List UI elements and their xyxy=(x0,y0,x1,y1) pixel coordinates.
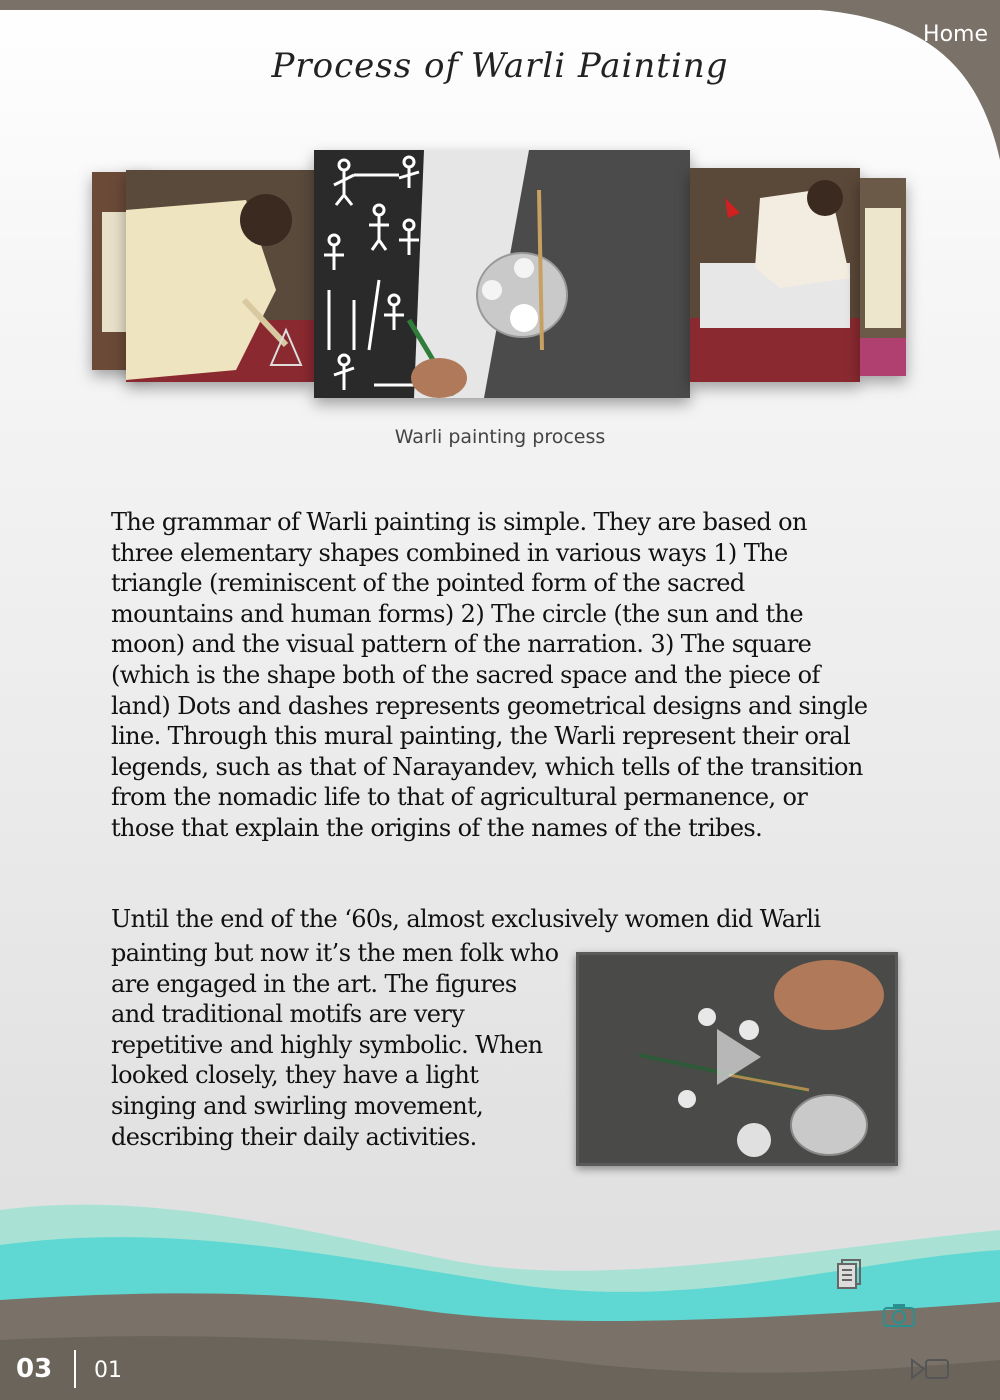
page-number: 01 xyxy=(94,1358,122,1383)
photo-carousel[interactable] xyxy=(0,140,1000,420)
header-band xyxy=(0,0,1000,12)
play-icon[interactable] xyxy=(713,1027,765,1087)
chapter-number: 03 xyxy=(16,1354,53,1384)
carousel-photo-back-right[interactable] xyxy=(860,178,906,376)
paragraph-history-intro: Until the end of the ‘60s, almost exclusively women did Warli xyxy=(111,905,821,933)
video-icon[interactable] xyxy=(910,1356,952,1382)
carousel-photo-right[interactable] xyxy=(690,168,860,382)
paragraph-grammar: The grammar of Warli painting is simple. They are based on three elementary shapes combined in various ways 1) The triangle (reminiscent of the pointed form of the sacred mountains and human forms) 2) The circle (the sun and the moon) and the visual pattern of the narration. 3) The square (which is the shape both of the sacred space and the piece of land) Dots and dashes represents geometrical designs and single line. Through this mural painting, the Warli represent their oral legends, such as that of Narayandev, which tells of the transition from the nomadic life to that of agricultural permanence, or those that explain the origins of the names of the tribes. xyxy=(111,508,868,842)
paragraph-history: painting but now it’s the men folk who are engaged in the art. The figures and traditional motifs are very repetitive and highly symbolic. When looked closely, they have a light singing and swirling movement, describing their daily activities. xyxy=(111,939,559,1151)
carousel-photo-center[interactable] xyxy=(314,150,690,398)
page-divider xyxy=(74,1350,76,1388)
video-player[interactable] xyxy=(576,952,898,1166)
carousel-photo-left[interactable] xyxy=(126,170,314,382)
gallery-caption: Warli painting process xyxy=(394,426,606,448)
camera-icon[interactable] xyxy=(882,1302,916,1328)
document-icon[interactable] xyxy=(836,1258,862,1290)
page-title: Process of Warli Painting xyxy=(271,46,729,86)
home-link[interactable]: Home xyxy=(923,22,988,47)
footer-waves xyxy=(0,1190,1000,1400)
